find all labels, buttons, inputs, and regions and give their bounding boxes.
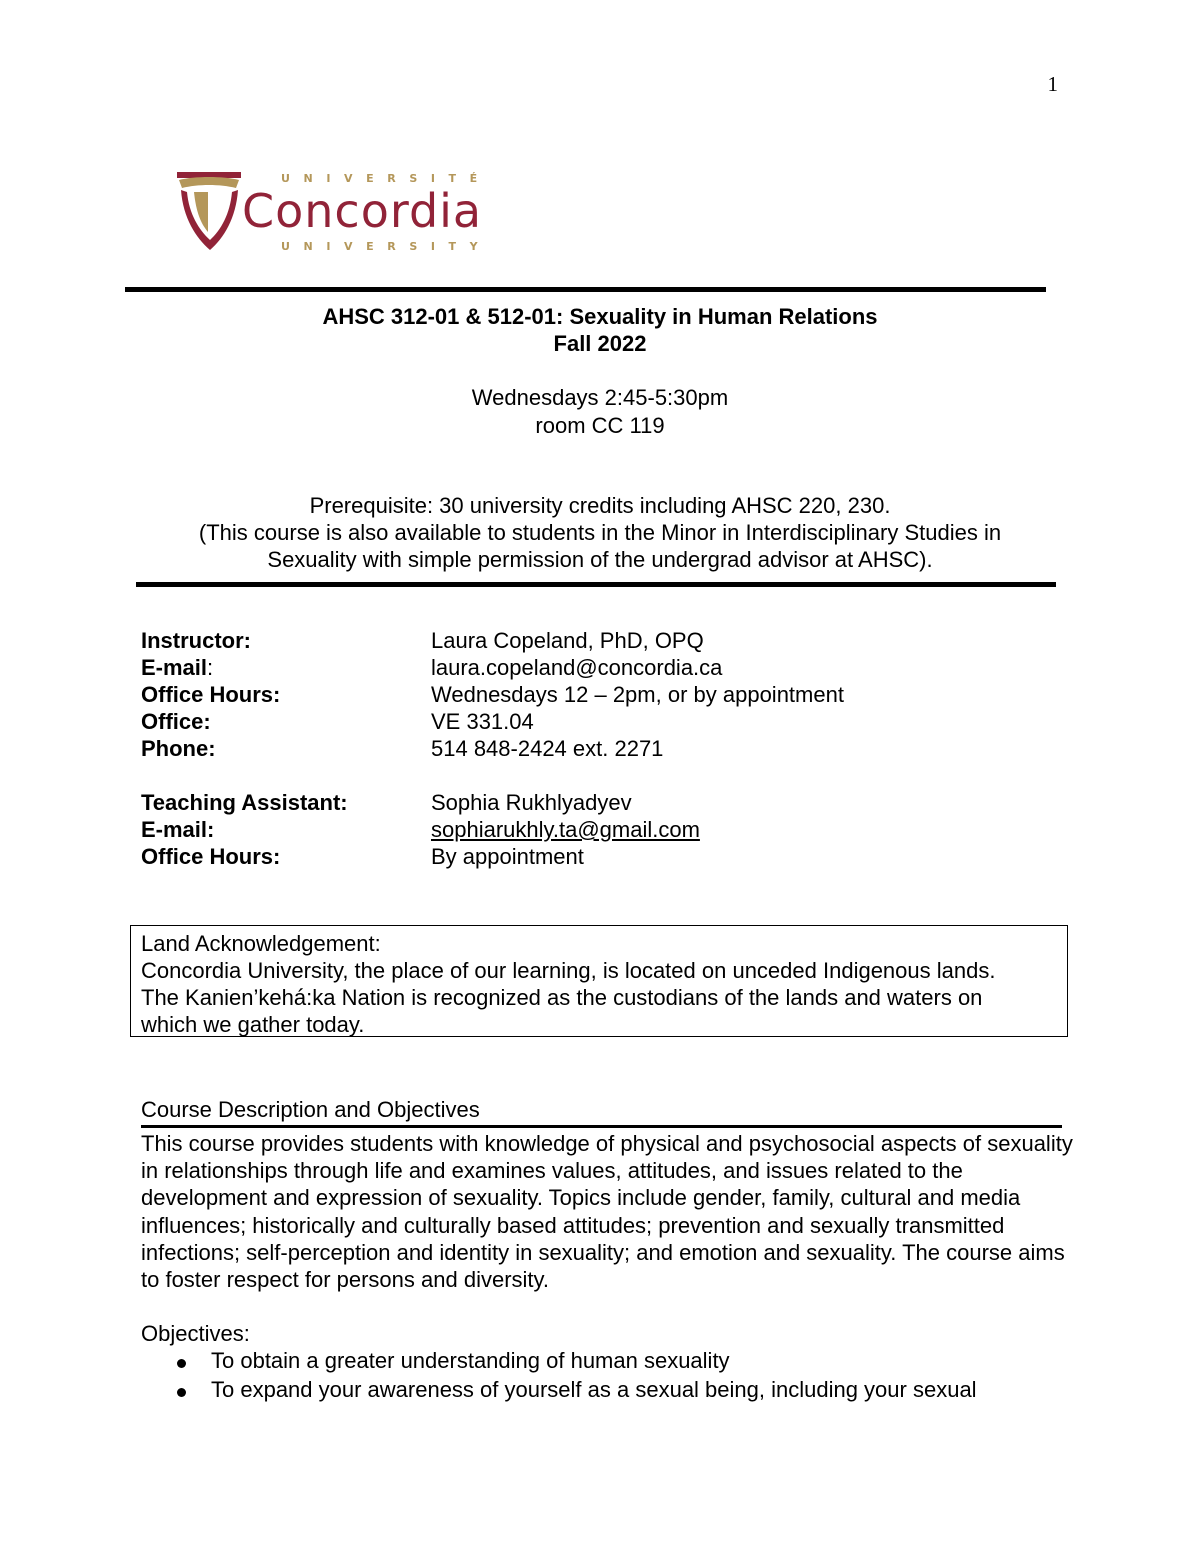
course-term: Fall 2022 — [553, 331, 647, 356]
ta-label: Teaching Assistant: — [141, 790, 348, 815]
ta-name: Sophia Rukhlyadyev — [431, 790, 632, 815]
header-bottom-divider — [136, 582, 1056, 587]
description-heading-underline — [141, 1125, 1062, 1128]
objective-item — [141, 1348, 977, 1377]
concordia-shield-icon — [174, 166, 244, 254]
instructor-label: Instructor: — [141, 628, 251, 653]
course-title: AHSC 312-01 & 512-01: Sexuality in Human Relations — [322, 304, 878, 329]
land-acknowledgement-line1: Concordia University, the place of our learning, is located on unceded Indigenous lands. — [141, 958, 996, 983]
instructor-name: Laura Copeland, PhD, OPQ — [431, 628, 704, 653]
instructor-office: VE 331.04 — [431, 709, 534, 734]
objectives-heading: Objectives: — [141, 1321, 250, 1346]
objective-item — [141, 1377, 977, 1406]
concordia-logo — [174, 164, 524, 256]
course-availability-line1: (This course is also available to students in the Minor in Interdisciplinary Studies in — [198, 520, 1002, 545]
instructor-office-hours-label: Office Hours: — [141, 682, 281, 707]
instructor-email[interactable]: laura.copeland@concordia.ca — [431, 655, 723, 680]
instructor-email-label-text: E-mail — [141, 655, 208, 680]
bullet-icon — [177, 1388, 186, 1397]
land-acknowledgement-box — [130, 925, 1068, 1037]
course-prerequisite: Prerequisite: 30 university credits including AHSC 220, 230. — [309, 493, 891, 518]
course-schedule: Wednesdays 2:45-5:30pm — [471, 385, 729, 410]
logo-text-universite: UNIVERSITÉ — [281, 172, 491, 185]
ta-office-hours: By appointment — [431, 844, 584, 869]
course-room: room CC 119 — [535, 413, 665, 438]
land-acknowledgement-heading: Land Acknowledgement: — [141, 931, 381, 956]
instructor-office-label: Office: — [141, 709, 211, 734]
land-acknowledgement-line2: The Kanien’kehá:ka Nation is recognized as the custodians of the lands and waters on — [141, 985, 983, 1010]
course-description: This course provides students with knowledge of physical and psychosocial aspects of sexuality in relationships through life and examines values, attitudes, and issues related to the development and expression of sexuality. Topics include gender, family, cultural and media influences; historically and culturally based attitudes; prevention and sexually transmitted infections; self-perception and identity in sexuality; and emotion and sexuality. The course aims to foster respect for persons and diversity. — [141, 1131, 1073, 1293]
course-availability-line2: Sexuality with simple permission of the undergrad advisor at AHSC). — [267, 547, 933, 572]
ta-email-label: E-mail: — [141, 817, 215, 842]
description-heading: Course Description and Objectives — [141, 1097, 480, 1122]
instructor-office-hours: Wednesdays 12 – 2pm, or by appointment — [431, 682, 844, 707]
objective-text: To expand your awareness of yourself as a sexual being, including your sexual — [211, 1377, 977, 1402]
land-acknowledgement-line3: which we gather today. — [141, 1012, 365, 1037]
bullet-icon — [177, 1359, 186, 1368]
instructor-email-label — [141, 655, 213, 681]
objectives-list — [141, 1348, 977, 1406]
logo-text-concordia: Concordia — [242, 184, 483, 238]
instructor-phone: 514 848-2424 ext. 2271 — [431, 736, 664, 761]
ta-office-hours-label: Office Hours: — [141, 844, 281, 869]
instructor-email-label-colon: : — [207, 655, 214, 680]
ta-email-link[interactable]: sophiarukhly.ta@gmail.com — [431, 817, 700, 842]
instructor-phone-label: Phone: — [141, 736, 216, 761]
logo-text-university: UNIVERSITY — [281, 240, 492, 253]
top-divider — [125, 287, 1046, 292]
page-number: 1 — [1047, 72, 1058, 96]
objective-text: To obtain a greater understanding of human sexuality — [211, 1348, 730, 1373]
